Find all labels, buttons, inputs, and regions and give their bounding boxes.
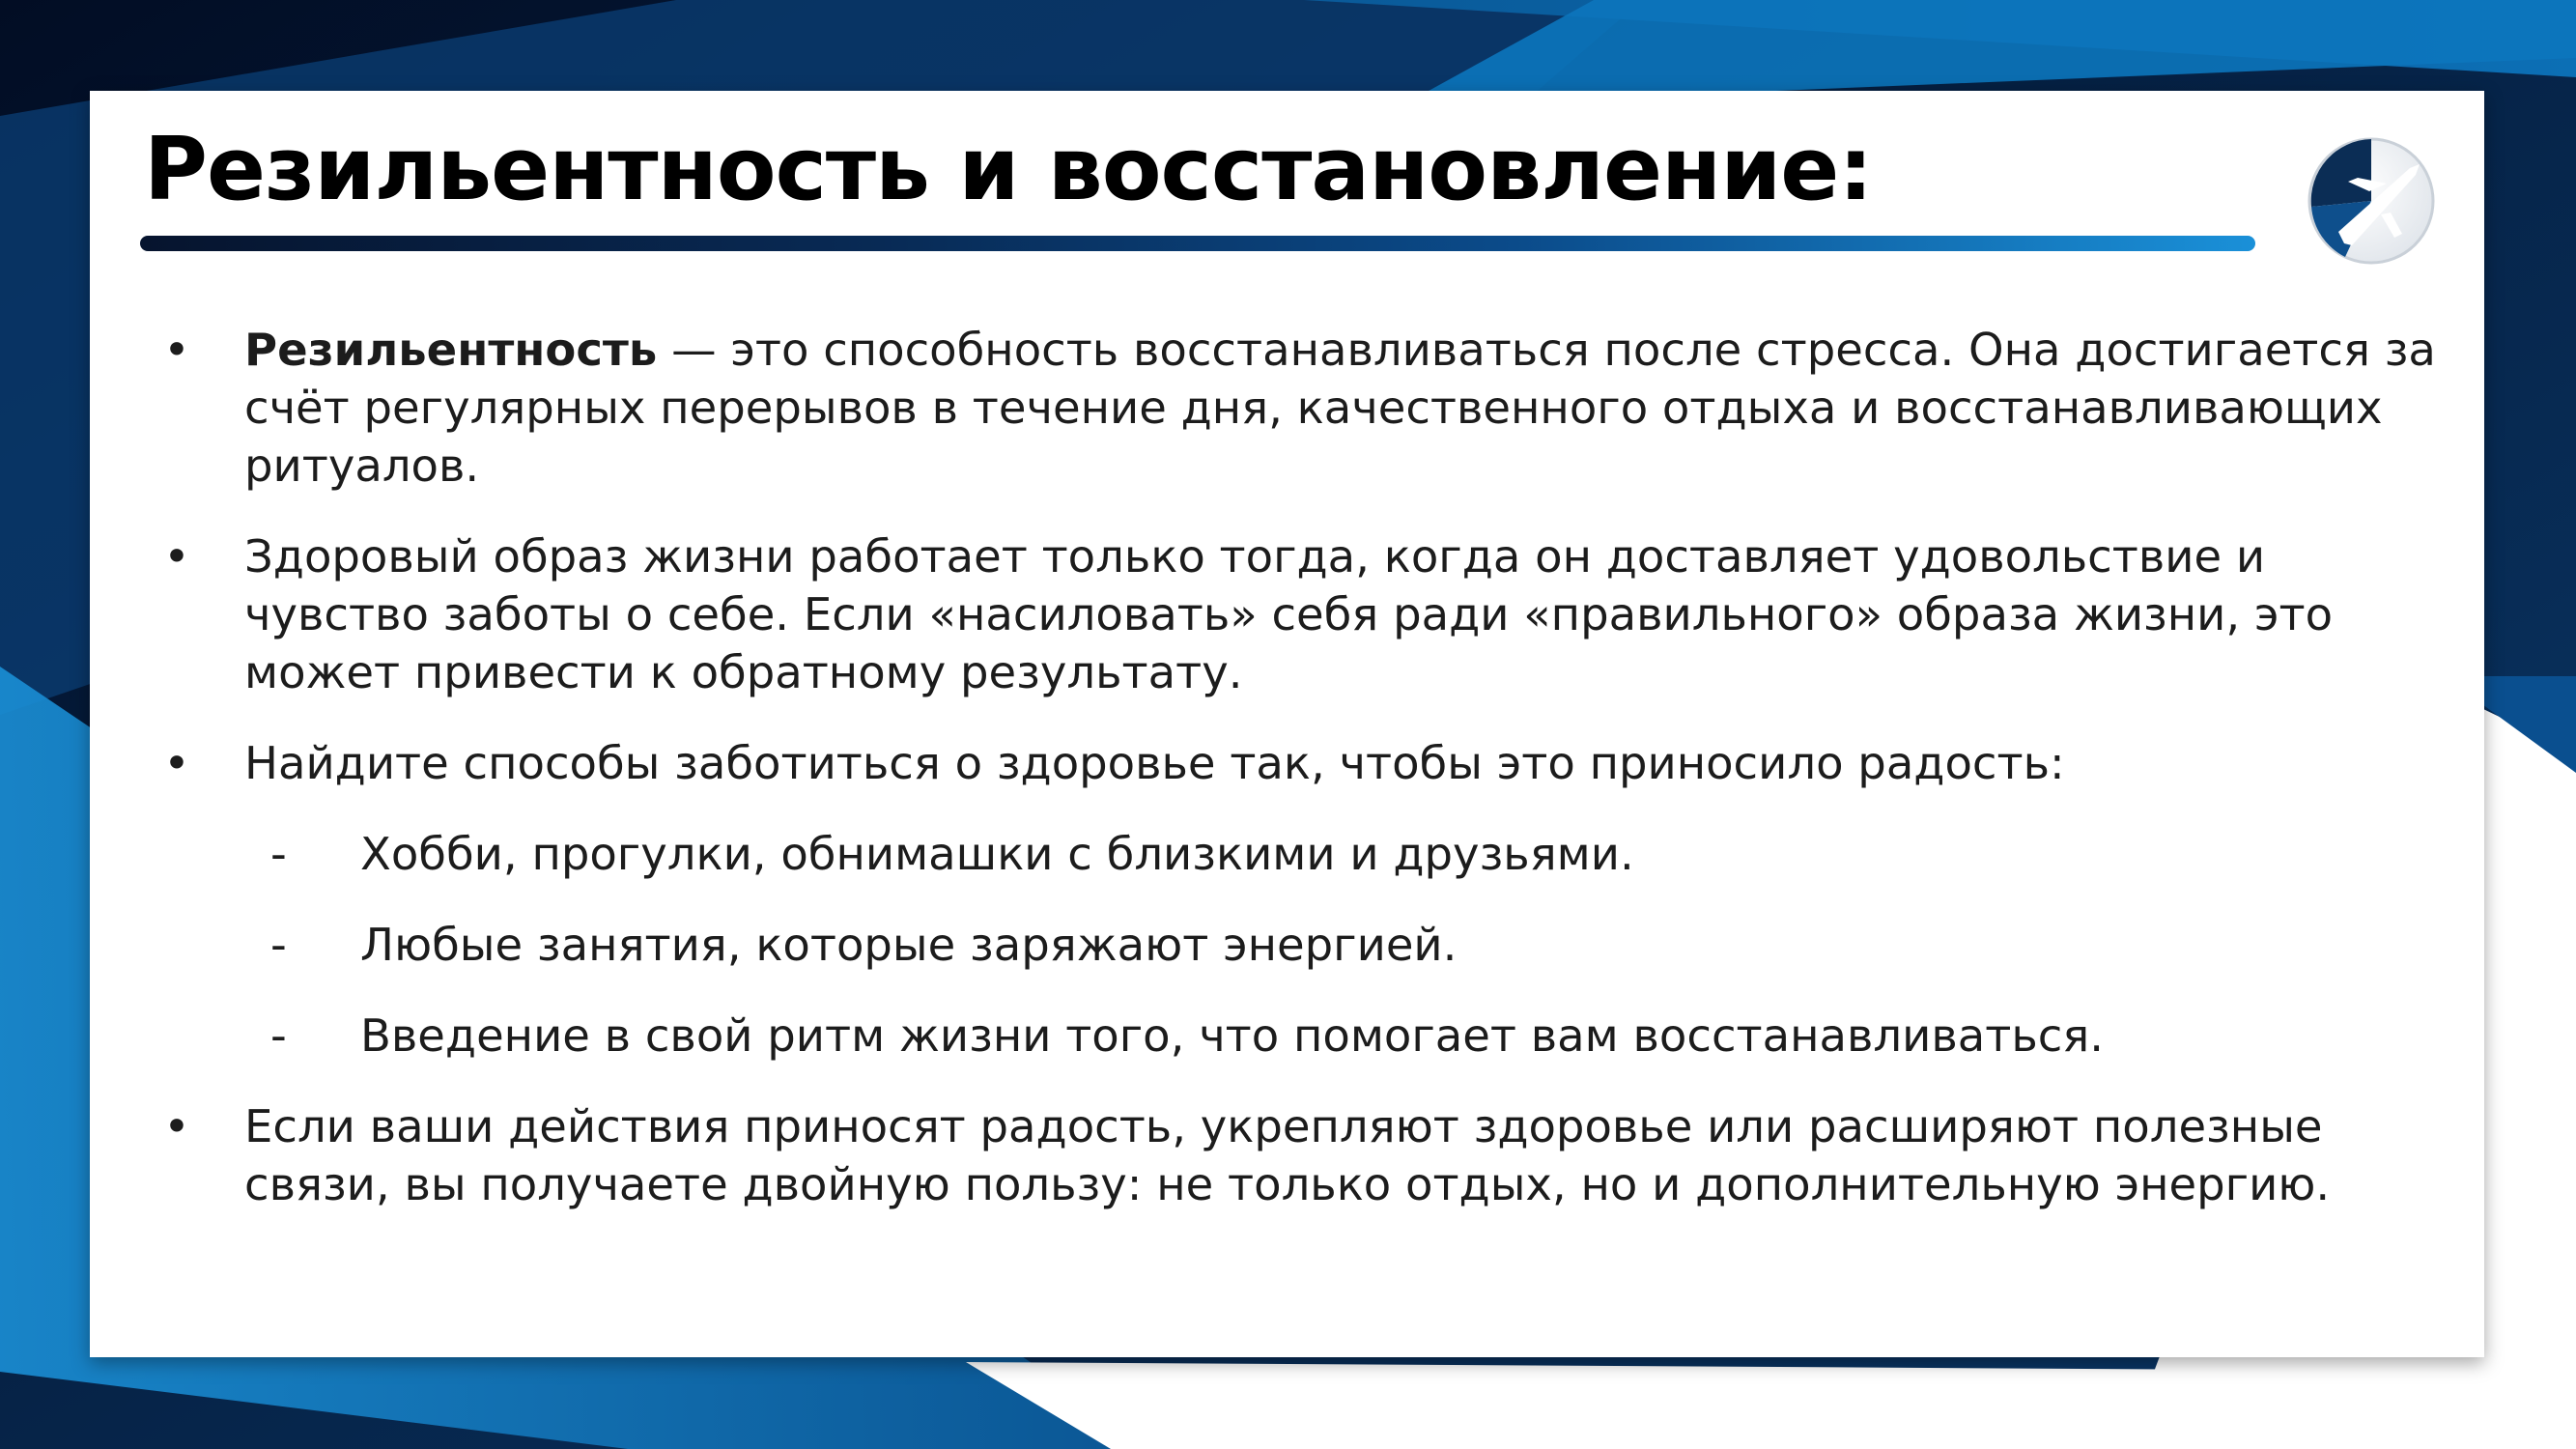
dash-marker: -: [270, 919, 287, 971]
dash-marker: -: [270, 828, 287, 880]
bullet-text: Найдите способы заботиться о здоровье так, чтобы это приносило радость:: [244, 737, 2065, 789]
bullet-list: [157, 321, 2456, 1246]
bullet-item-healthy-lifestyle: [157, 527, 2456, 701]
dash-marker: -: [270, 1009, 287, 1062]
airplane-icon: [2302, 131, 2442, 271]
bullet-item-double-benefit: [157, 1097, 2456, 1213]
bullet-marker: •: [163, 530, 190, 582]
slide-card: [90, 91, 2484, 1357]
bullet-text: [244, 321, 2456, 495]
bullet-marker: •: [163, 324, 190, 376]
bullet-marker: •: [163, 1100, 190, 1152]
bold-term: Резильентность: [244, 324, 658, 376]
subbullet-text: Хобби, прогулки, обнимашки с близкими и друзьями.: [360, 828, 1634, 880]
bullet-marker: •: [163, 737, 190, 789]
bullet-text: Здоровый образ жизни работает только тогда, когда он доставляет удовольствие и чувство заботы о себе. Если «насиловать» себя ради «правильного» образа жизни, это может привести к обратному результату.: [244, 530, 2334, 698]
bullet-text: Если ваши действия приносят радость, укрепляют здоровье или расширяют полезные связи, вы получаете двойную пользу: не только отдых, но и дополнительную энергию.: [244, 1100, 2331, 1210]
subbullet-text: Любые занятия, которые заряжают энергией.: [360, 919, 1458, 971]
bullet-body: — это способность восстанавливаться после стресса. Она достигается за счёт регулярных перерывов в течение дня, качественного отдыха и восстанавливающих ритуалов.: [244, 324, 2436, 492]
bullet-item-find-ways: [157, 734, 2456, 792]
bullet-item-resilience: [157, 321, 2456, 495]
title-underline: [140, 236, 2255, 251]
subbullet-item-hobbies: [157, 825, 2456, 883]
subbullet-text: Введение в свой ритм жизни того, что помогает вам восстанавливаться.: [360, 1009, 2105, 1062]
subbullet-item-rhythm: [157, 1007, 2456, 1065]
subbullet-item-activities: [157, 916, 2456, 974]
slide-title: Резильентность и восстановление:: [144, 119, 1873, 220]
